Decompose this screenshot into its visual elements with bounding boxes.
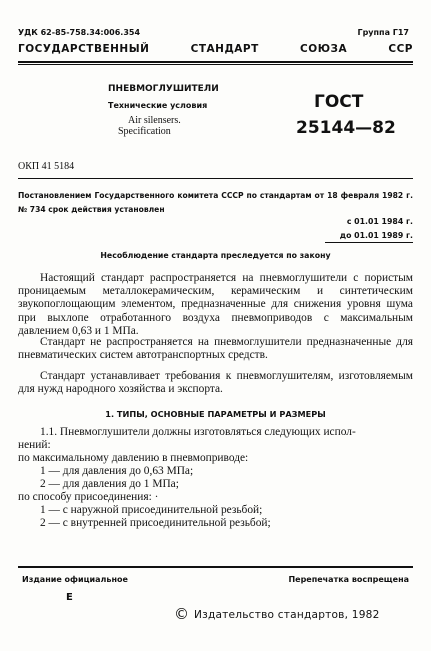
okp-rule (18, 178, 413, 179)
section-line: 2 — для давления до 1 МПа; (40, 478, 179, 490)
section-line: по способу присоединения: · (18, 491, 159, 503)
gost-number: 25144—82 (296, 118, 396, 138)
official-edition-label: Издание официальное (22, 575, 128, 584)
copyright-text: Издательство стандартов, 1982 (194, 609, 380, 621)
date-underline (325, 242, 413, 243)
state-standard-banner: ГОСУДАРСТВЕННЫЙ СТАНДАРТ СОЮЗА ССР (18, 43, 413, 55)
header-rule-thick (18, 61, 413, 63)
standard-title-en: Air silensers. (128, 115, 181, 126)
header-rule-thin (18, 64, 413, 65)
violation-notice: Несоблюдение стандарта преследуется по закону (100, 251, 331, 260)
paragraph-scope: Настоящий стандарт распространяется на пневмоглушители с пористым проницаемым металлокерамическим, керамическим и синтетическим звукопоглощающим элементом, предназначенные для снижения уровня шума при выхлопе отработанного воздуха пневмоприводов с максимальным давлением 0,63 и 1 МПа. (18, 272, 413, 337)
paragraph-requirements: Стандарт устанавливает требования к пневмоглушителям, изготовляемым для нужд народного хозяйства и экспорта. (18, 370, 413, 396)
standard-conditions: Технические условия (108, 101, 208, 110)
standard-conditions-en: Specification (118, 126, 171, 137)
section-line: нений: (18, 439, 51, 451)
section-line: по максимальному давлению в пневмоприводе: (18, 452, 249, 464)
section-line: 2 — с внутренней присоединительной резьбой; (40, 517, 271, 529)
gost-label: ГОСТ (314, 92, 364, 112)
section-heading: 1. ТИПЫ, ОСНОВНЫЕ ПАРАМЕТРЫ И РАЗМЕРЫ (105, 409, 326, 419)
section-line: 1.1. Пневмоглушители должны изготовляться следующих испол- (40, 426, 356, 438)
valid-to-date: до 01.01 1989 г. (339, 231, 413, 240)
valid-from-date: с 01.01 1984 г. (346, 217, 413, 226)
reprint-prohibited-label: Перепечатка воспрещена (288, 575, 409, 584)
footer-rule (18, 566, 413, 568)
section-line: 1 — для давления до 0,63 МПа; (40, 465, 194, 477)
standard-title: ПНЕВМОГЛУШИТЕЛИ (108, 84, 219, 94)
udk-code: УДК 62-85-758.34:006.354 (18, 28, 141, 37)
okp-code: ОКП 41 5184 (18, 161, 75, 172)
copyright-icon: © (174, 605, 189, 623)
decree-text: Постановлением Государственного комитета СССР по стандартам от 18 февраля 1982 г. № 734 срок действия установлен (18, 191, 413, 214)
paragraph-exclusion: Стандарт не распространяется на пневмоглушители предназначенные для пневматических систем автотранспортных средств. (18, 336, 413, 362)
section-line: 1 — с наружной присоединительной резьбой; (40, 504, 263, 516)
group-code: Группа Г17 (357, 28, 409, 37)
edition-letter: Е (66, 592, 73, 603)
